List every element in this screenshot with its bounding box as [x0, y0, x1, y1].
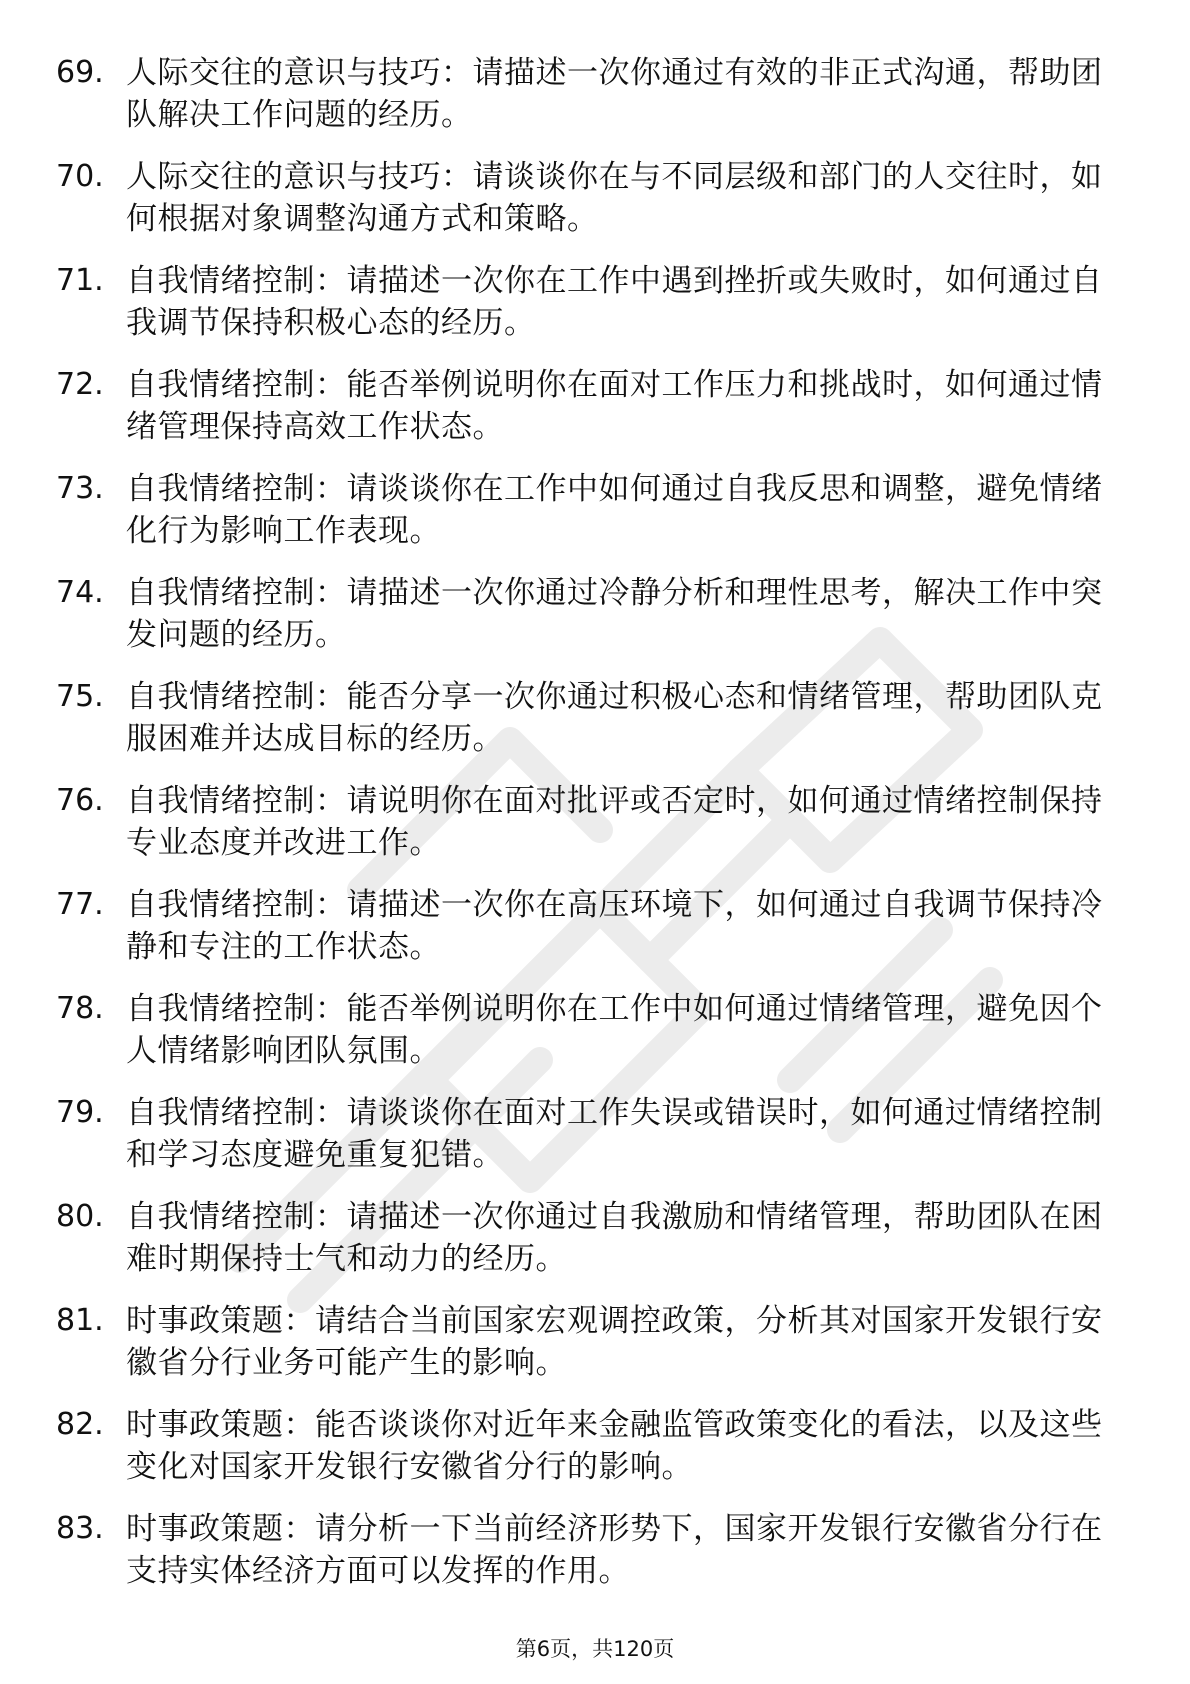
list-item	[56, 884, 1136, 988]
question-number: 74.	[56, 575, 104, 610]
question-text: 自我情绪控制：请说明你在面对批评或否定时，如何通过情绪控制保持专业态度并改进工作。	[126, 783, 1103, 861]
list-item	[56, 1092, 1136, 1196]
list-item	[56, 988, 1136, 1092]
list-item	[56, 780, 1136, 884]
question-text: 自我情绪控制：能否举例说明你在面对工作压力和挑战时，如何通过情绪管理保持高效工作状态。	[126, 367, 1103, 445]
question-text: 自我情绪控制：能否举例说明你在工作中如何通过情绪管理，避免因个人情绪影响团队氛围。	[126, 991, 1103, 1069]
question-text: 自我情绪控制：请描述一次你在高压环境下，如何通过自我调节保持冷静和专注的工作状态。	[126, 887, 1103, 965]
question-number: 82.	[56, 1407, 104, 1442]
question-text: 自我情绪控制：能否分享一次你通过积极心态和情绪管理，帮助团队克服困难并达成目标的经历。	[126, 679, 1103, 757]
question-text: 自我情绪控制：请描述一次你通过自我激励和情绪管理，帮助团队在困难时期保持士气和动力的经历。	[126, 1199, 1103, 1277]
question-text: 时事政策题：能否谈谈你对近年来金融监管政策变化的看法，以及这些变化对国家开发银行安徽省分行的影响。	[126, 1407, 1103, 1485]
question-text: 自我情绪控制：请描述一次你在工作中遇到挫折或失败时，如何通过自我调节保持积极心态的经历。	[126, 263, 1103, 341]
question-number: 70.	[56, 159, 104, 194]
list-item	[56, 52, 1136, 156]
question-number: 83.	[56, 1511, 104, 1546]
question-text: 时事政策题：请结合当前国家宏观调控政策，分析其对国家开发银行安徽省分行业务可能产生的影响。	[126, 1303, 1103, 1381]
question-text: 自我情绪控制：请谈谈你在工作中如何通过自我反思和调整，避免情绪化行为影响工作表现。	[126, 471, 1103, 549]
question-number: 79.	[56, 1095, 104, 1130]
page-number-label: 第6页，共120页	[515, 1637, 675, 1661]
question-text: 自我情绪控制：请谈谈你在面对工作失误或错误时，如何通过情绪控制和学习态度避免重复犯错。	[126, 1095, 1103, 1173]
list-item	[56, 156, 1136, 260]
question-number: 77.	[56, 887, 104, 922]
question-number: 76.	[56, 783, 104, 818]
question-text: 人际交往的意识与技巧：请谈谈你在与不同层级和部门的人交往时，如何根据对象调整沟通方式和策略。	[126, 159, 1103, 237]
list-item	[56, 572, 1136, 676]
list-item	[56, 1404, 1136, 1508]
list-item	[56, 468, 1136, 572]
question-number: 71.	[56, 263, 104, 298]
question-text: 人际交往的意识与技巧：请描述一次你通过有效的非正式沟通，帮助团队解决工作问题的经历。	[126, 55, 1103, 133]
question-number: 72.	[56, 367, 104, 402]
question-number: 75.	[56, 679, 104, 714]
list-item	[56, 676, 1136, 780]
question-number: 73.	[56, 471, 104, 506]
list-item	[56, 1508, 1136, 1612]
question-number: 78.	[56, 991, 104, 1026]
question-number: 69.	[56, 55, 104, 90]
list-item	[56, 260, 1136, 364]
question-text: 自我情绪控制：请描述一次你通过冷静分析和理性思考，解决工作中突发问题的经历。	[126, 575, 1103, 653]
question-list	[56, 52, 1136, 1612]
question-number: 80.	[56, 1199, 104, 1234]
list-item	[56, 1196, 1136, 1300]
list-item	[56, 1300, 1136, 1404]
question-text: 时事政策题：请分析一下当前经济形势下，国家开发银行安徽省分行在支持实体经济方面可以发挥的作用。	[126, 1511, 1103, 1589]
page-footer	[0, 1633, 1190, 1663]
list-item	[56, 364, 1136, 468]
question-number: 81.	[56, 1303, 104, 1338]
